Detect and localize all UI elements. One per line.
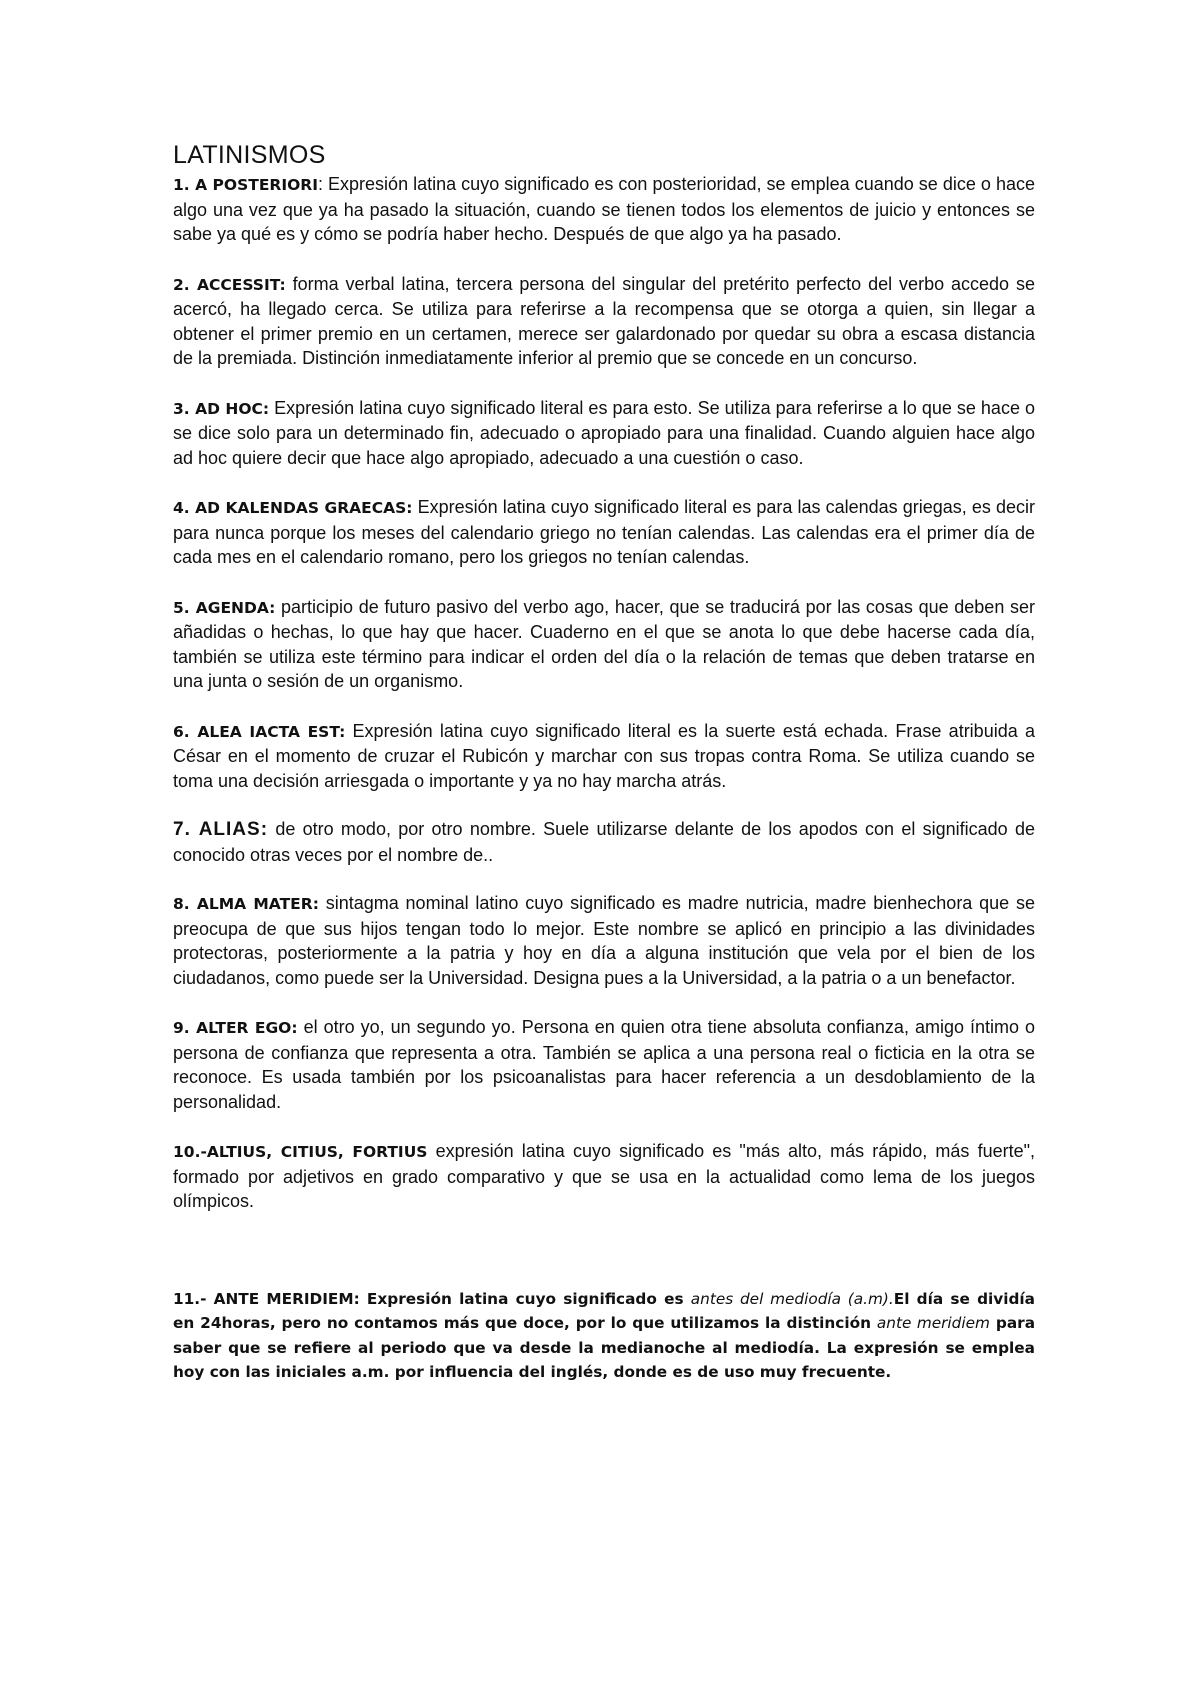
entry-definition: Expresión latina cuyo significado es con posterioridad, se emplea cuando se dice o hace algo una vez que ya ha pasado la situación, cuando se tienen todos los elementos de juicio y entonces se sabe ya qué es y cómo se podría haber hecho. Después de que algo ya ha pasado.: [173, 174, 1035, 244]
entry-term: 5. AGENDA:: [173, 598, 276, 617]
entry-alma-mater: [173, 891, 1035, 990]
document-page: [173, 140, 1035, 1400]
entry-altius-citius-fortius: [173, 1139, 1035, 1214]
entry-separator: [427, 1141, 435, 1161]
entry-ad-hoc: [173, 396, 1035, 471]
entry-separator: [286, 274, 293, 294]
entry-definition: sintagma nominal latino cuyo significado es madre nutricia, madre bienhechora que se preocupa de que sus hijos tengan todo lo mejor. Este nombre se aplicó en principio a las divinidades protectoras, posteriormente a la patria y hoy en día a alguna institución que vela por el bien de los ciudadanos, como puede ser la Universidad. Designa pues a la Universidad, a la patria o a un benefactor.: [173, 893, 1035, 988]
entry-alter-ego: [173, 1015, 1035, 1114]
entry-separator: [345, 721, 352, 741]
entry-text-part: El día se dividía en 24horas, pero no contamos más que doce, por lo que utilizamos la distinción: [173, 1289, 1035, 1332]
entry-ante-meridiem: [173, 1287, 1035, 1385]
entry-alea-iacta-est: [173, 719, 1035, 794]
entry-definition: de otro modo, por otro nombre. Suele utilizarse delante de los apodos con el significado de conocido otras veces por el nombre de..: [173, 819, 1035, 865]
entry-term: 3. AD HOC:: [173, 399, 270, 418]
entry-term: 10.-ALTIUS, CITIUS, FORTIUS: [173, 1143, 428, 1161]
page-title: LATINISMOS: [173, 141, 326, 169]
entry-definition: participio de futuro pasivo del verbo ago, hacer, que se traducirá por las cosas que deben ser añadidas o hechas, lo que hay que hacer. Cuaderno en el que se anota lo que debe hacerse cada día, también se utiliza este término para indicar el orden del día o la relación de temas que deben tratarse en una junta o sesión de un organismo.: [173, 596, 1035, 691]
entry-ad-kalendas-graecas: [173, 495, 1035, 570]
entry-separator: [319, 893, 326, 913]
entry-separator: :: [317, 174, 329, 194]
entry-definition: Expresión latina cuyo significado literal es para esto. Se utiliza para referirse a lo que se hace o se dice solo para un determinado fin, adecuado o apropiado para una finalidad. Cuando alguien hace algo ad hoc quiere decir que hace algo apropiado, adecuado a una cuestión o caso.: [173, 397, 1035, 468]
entry-term: 1. A POSTERIORI: [173, 176, 318, 194]
entry-alias: [173, 817, 1035, 867]
entry-term: 7. ALIAS:: [173, 819, 269, 840]
entry-a-posteriori: [173, 172, 1035, 247]
entry-accessit: [173, 272, 1035, 371]
entry-definition: Expresión latina cuyo significado literal es para las calendas griegas, es decir para nunca porque los meses del calendario griego no tenían calendas. Las calendas era el primer día de cada mes en el calendario romano, pero los griegos no tenían calendas.: [173, 497, 1035, 567]
entry-italic-text: ante meridiem: [876, 1314, 990, 1332]
entry-definition: el otro yo, un segundo yo. Persona en quien otra tiene absoluta confianza, amigo íntimo o persona de confianza que representa a otra. También se aplica a una persona real o ficticia en la otra se reconoce. Es usada también por los psicoanalistas para hacer referencia a un desdoblamiento de la personalidad.: [173, 1017, 1035, 1112]
entry-agenda: [173, 595, 1035, 694]
entry-term: 9. ALTER EGO:: [173, 1019, 298, 1037]
entry-term: 8. ALMA MATER:: [173, 895, 319, 913]
entry-term: 4. AD KALENDAS GRAECAS:: [173, 499, 413, 517]
entry-term: 6. ALEA IACTA EST:: [173, 722, 346, 741]
entry-definition: forma verbal latina, tercera persona del singular del pretérito perfecto del verbo accedo se acercó, ha llegado cerca. Se utiliza para referirse a la recompensa que se otorga a quien, sin llegar a obtener el primer premio en un certamen, merece ser galardonado por quedar su obra a escasa distancia de la premiada. Distinción inmediatamente inferior al premio que se concede en un concurso.: [173, 273, 1035, 368]
entry-term: 2. ACCESSIT:: [173, 275, 286, 294]
entry-text-part: para saber que se refiere al periodo que va desde la medianoche al mediodía. La expresión se emplea hoy con las iniciales a.m. por influencia del inglés, donde es de uso muy frecuente.: [173, 1314, 1036, 1381]
entry-definition: expresión latina cuyo significado es "más alto, más rápido, más fuerte", formado por adjetivos en grado comparativo y que se usa en la actualidad como lema de los juegos olímpicos.: [173, 1141, 1035, 1211]
entry-definition: Expresión latina cuyo significado literal es la suerte está echada. Frase atribuida a César en el momento de cruzar el Rubicón y marchar con sus tropas contra Roma. Se utiliza cuando se toma una decisión arriesgada o importante y ya no hay marcha atrás.: [173, 720, 1035, 791]
entry-italic-text: antes del mediodía (a.m).: [690, 1289, 894, 1308]
entry-text-part: 11.- ANTE MERIDIEM: Expresión latina cuyo significado es: [173, 1289, 691, 1308]
